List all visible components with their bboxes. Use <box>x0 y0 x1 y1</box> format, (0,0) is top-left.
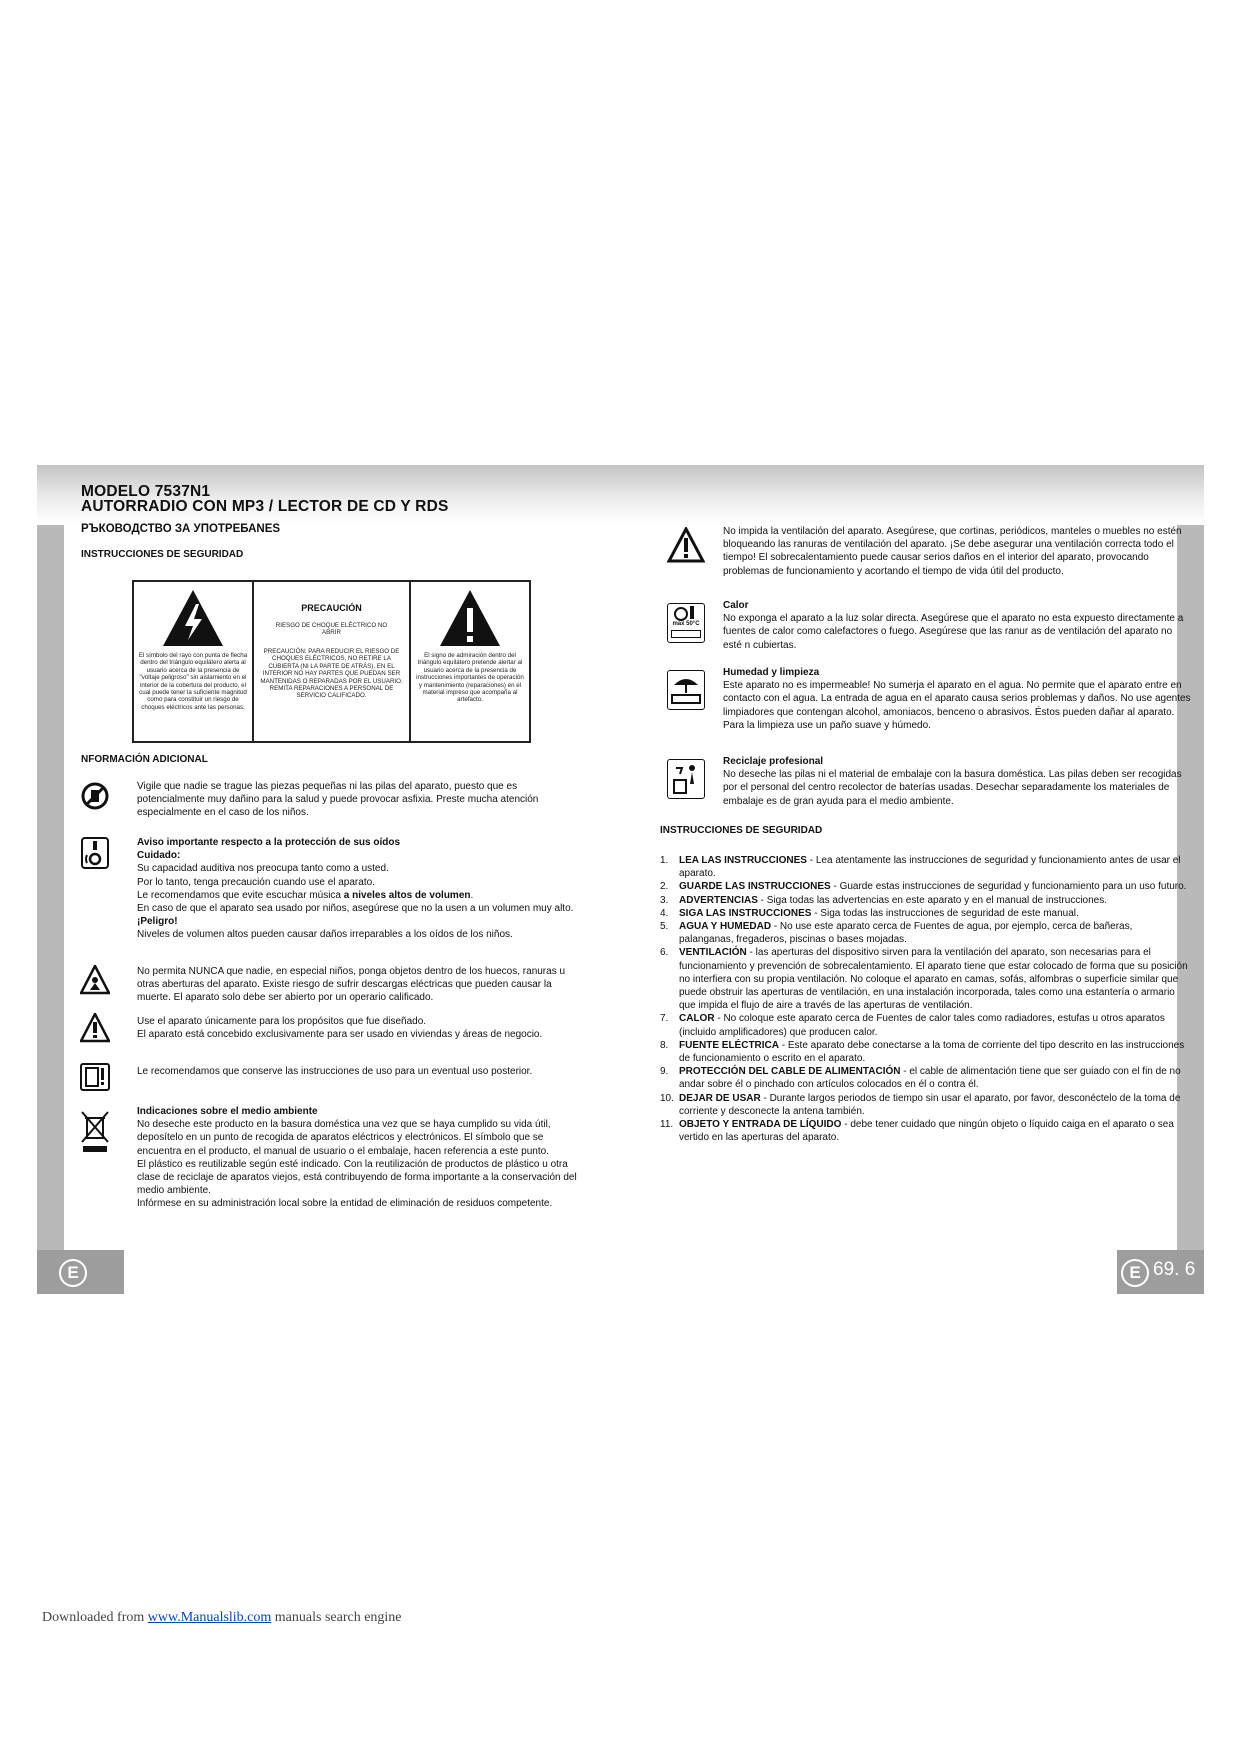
list-item-number: 3. <box>660 894 669 906</box>
page-number: 69. 6 <box>1153 1259 1196 1280</box>
list-item-number: 11. <box>660 1119 674 1131</box>
hearing-title: Aviso importante respecto a la protección de sus oídos <box>137 837 401 848</box>
list-item-text: - las aperturas del dispositivo sirven para la ventilación del aparato, son necesarias para el funcionamiento y prevención de sobrecalentamiento. El aparato tiene que estar colocado de forma que su posición no interfiera con su propia ventilación. No coloque el aparato en camas, sofás, alfombras o superficie similar que puede obstruir las aperturas de ventilación, en una instalación incorporada, tales como una estantería o armario que impida el flujo de aire a través de las aperturas de ventilación. <box>679 947 1188 1012</box>
hearing-line-3-bold: a niveles altos de volumen <box>343 889 471 901</box>
list-item-number: 4. <box>660 907 669 919</box>
list-item-title: VENTILACIÓN <box>679 947 747 959</box>
manual-spread <box>37 465 1204 1294</box>
list-item-number: 6. <box>660 947 669 959</box>
list-item-number: 7. <box>660 1013 669 1025</box>
list-item-title: AGUA Y HUMEDAD <box>679 921 772 933</box>
hearing-line-3-end: . <box>470 889 474 901</box>
manual-book-icon <box>80 1063 110 1091</box>
product-title: AUTORRADIO CON MP3 / LECTOR DE CD Y RDS <box>81 498 449 515</box>
list-item-text: - debe tener cuidado que ningún objeto o líquido caiga en el aparato o sea vertido en las aperturas del aparato. <box>679 1119 1174 1144</box>
download-prefix: Downloaded from <box>42 1610 148 1625</box>
hearing-line-3-start: Le recomendamos que evite escuchar música <box>137 889 344 901</box>
caution-text: PRECAUCIÓN: PARA REDUCIR EL RIESGO DE CHOQUES ELÉCTRICOS, NO RETIRE LA CUBIERTA (NI LA PARTE DE ATRÁS). EN EL INTERIOR NO HAY PARTES QUE PUEDAN SER MANTENIDAS O REPARADAS POR EL USUARIO. REMITA REPARACIONES A PERSONAL DE SERVICIO CALIFICADO. <box>260 648 403 700</box>
intended-use-line-2: El aparato está concebido exclusivamente para ser usado en viviendas y áreas de negocio. <box>137 1029 543 1041</box>
list-item-title: GUARDE LAS INSTRUCCIONES <box>679 881 831 893</box>
warning-box-right <box>411 582 529 741</box>
list-item-title: SIGA LAS INSTRUCCIONES <box>679 907 812 919</box>
safety-list-item <box>660 946 1188 1012</box>
list-item-text: - Lea atentamente las instrucciones de seguridad y funcionamiento antes de usar el aparato. <box>679 855 1181 880</box>
environment-paragraph-1: No deseche este producto en la basura doméstica una vez que se haya cumplido su vida útil, deposítelo en un punto de recogida de aparatos eléctricos y electrónicos. El símbolo que se encuentra en el producto, el manual de usuario o el embalaje, hacen referencia a este punto. <box>137 1119 551 1157</box>
list-item-text: - Durante largos periodos de tiempo sin usar el aparato, por favor, desconéctelo de la toma de corriente y desconecte la antena también. <box>679 1092 1181 1117</box>
list-item-number: 10. <box>660 1092 674 1104</box>
safety-list-item <box>660 894 1188 907</box>
list-item-title: PROTECCIÓN DEL CABLE DE ALIMENTACIÓN <box>679 1066 901 1078</box>
recycling-icon <box>667 759 705 799</box>
additional-info-heading: NFORMACIÓN ADICIONAL <box>81 754 208 765</box>
heat-text: No exponga el aparato a la luz solar directa. Asegúrese que el aparato no esta expuesto directamente a fuentes de calor como calefactores o fuego. Asegúrese que las ranur as de ventilación del aparato no esté n cubiertas. <box>723 613 1184 651</box>
info-intended-use <box>137 1015 577 1041</box>
hearing-caution-label: Cuidado: <box>137 850 181 862</box>
environment-paragraph-2: El plástico es reutilizable según esté indicado. Con la reutilización de productos de plástico u otra clase de reciclaje de aparatos viejos, está contribuyendo de forma importante a la conservación del medio ambiente. <box>137 1158 577 1197</box>
footer-tab-left <box>37 1250 124 1294</box>
list-item-number: 5. <box>660 921 669 933</box>
download-footer <box>42 1610 402 1626</box>
safety-list-item <box>660 907 1188 920</box>
hearing-line-3 <box>137 889 582 902</box>
environment-title: Indicaciones sobre el medio ambiente <box>137 1106 318 1117</box>
info-keep-instructions: Le recomendamos que conserve las instrucciones de uso para un eventual uso posterior. <box>137 1066 533 1077</box>
list-item-text: - No coloque este aparato cerca de Fuentes de calor tales como radiadores, estufas u otros aparatos (incluido amplificadores) que producen calor. <box>679 1013 1165 1038</box>
list-item-text: - Guarde estas instrucciones de seguridad y funcionamiento para un uso futuro. <box>830 881 1187 893</box>
download-suffix: manuals search engine <box>271 1610 402 1625</box>
safety-list-item <box>660 920 1188 946</box>
warning-box <box>132 580 531 743</box>
safety-heading-right: INSTRUCCIONES DE SEGURIDAD <box>660 825 823 836</box>
language-badge-left: E <box>59 1259 87 1287</box>
environment-notice <box>137 1105 582 1211</box>
list-item-text: - Siga todas las instrucciones de seguridad de este manual. <box>811 907 1079 919</box>
warning-box-center <box>254 582 411 741</box>
list-item-text: - No use este aparato cerca de Fuentes de agua, por ejemplo, cerca de bañeras, palanganas, fregaderos, piscinas o bases mojadas. <box>679 921 1133 946</box>
lightning-triangle-icon <box>161 588 225 648</box>
list-item-title: CALOR <box>679 1013 715 1025</box>
list-item-text: - el cable de alimentación tiene que ser guiado con el fin de no andar sobre él o pinchado con artículos colocados en él o contra él. <box>679 1066 1181 1091</box>
hearing-line-2: Por lo tanto, tenga precaución cuando use el aparato. <box>137 876 375 888</box>
lightning-explanation: El símbolo del rayo con punta de flecha dentro del triángulo equilátero alerta al usuario acerca de la presencia de "voltaje peligroso" sin aislamiento en el interior de la cobertura del producto, el cual puede tener la suficiente magnitud como para constituir un riesgo de choques eléctricos ante las personas. <box>138 652 248 711</box>
list-item-text: - Este aparato debe conectarse a la toma de corriente del tipo descrito en las instrucciones de funcionamiento o escrito en el aparato. <box>679 1039 1185 1065</box>
recycling-title: Reciclaje profesional <box>723 756 824 767</box>
model-title: MODELO 7537N1 <box>81 483 211 500</box>
safety-list-item <box>660 1012 1188 1038</box>
hearing-line-4: En caso de que el aparato sea usado por niños, asegúrese que no la usen a un volumen muy alto. <box>137 903 574 915</box>
ventilation-warning-icon <box>667 527 705 563</box>
recycling-text: No deseche las pilas ni el material de embalaje con la basura doméstica. Las pilas deben ser recogidas por el personal del centro recolector de baterías usadas. Desechar separadamente los materiales de embalaje es de gran ayuda para el medio ambiente. <box>723 769 1182 807</box>
humidity-text: Este aparato no es impermeable! No sumerja el aparato en el agua. No permite que el aparato entre en contacto con el agua. La entrada de agua en el aparato causa serios problemas y daños. No use agentes limpiadores que contengan alcohol, amoniacos, benceno o abrasivos. Éstos pueden dañar al aparato. Para la limpieza use un paño suave y húmedo. <box>723 680 1191 731</box>
hearing-line-1: Su capacidad auditiva nos preocupa tanto como a usted. <box>137 863 389 875</box>
intended-use-line-1: Use el aparato únicamente para los propósitos que fue diseñado. <box>137 1016 427 1027</box>
list-item-number: 2. <box>660 881 669 893</box>
info-small-parts: Vigile que nadie se trague las piezas pequeñas ni las pilas del aparato, puesto que es potencialmente muy dañino para la salud y puede provocar asfixia. Preste mucha atención especialmente en el caso de los niños. <box>137 781 539 819</box>
list-item-title: ADVERTENCIAS <box>679 894 758 906</box>
recycling-section <box>723 755 1193 808</box>
list-item-number: 1. <box>660 855 669 866</box>
list-item-title: LEA LAS INSTRUCCIONES <box>679 855 807 866</box>
header-band <box>37 465 1204 525</box>
hearing-warning-icon <box>81 837 109 869</box>
safety-list-item <box>660 1092 1188 1118</box>
manualslib-link[interactable]: www.Manualslib.com <box>147 1610 272 1625</box>
warning-box-left <box>134 582 254 741</box>
language-badge-right: E <box>1121 1259 1149 1287</box>
hearing-danger-label: ¡Peligro! <box>137 916 178 928</box>
heat-title: Calor <box>723 600 749 611</box>
ventilation-text: No impida la ventilación del aparato. Asegúrese, que cortinas, periódicos, manteles o muebles no estén bloqueando las ranuras de ventilación del aparato. ¡Se debe asegurar una ventilación correcta todo el tiempo! El sobrecalentamiento puede causar serios daños en el interior del aparato, provocando problemas de funcionamiento y acortando el tiempo de vida útil del producto. <box>723 526 1182 577</box>
caution-title: PRECAUCIÓN <box>301 603 362 613</box>
hearing-notice <box>137 836 582 942</box>
exclamation-triangle-icon <box>438 588 502 648</box>
warning-triangle-icon <box>80 1013 110 1043</box>
shock-risk-label: RIESGO DE CHOQUE ELÉCTRICO NO ABRIR <box>275 622 388 637</box>
list-item-number: 8. <box>660 1039 669 1051</box>
info-openings: No permita NUNCA que nadie, en especial niños, ponga objetos dentro de los huecos, ranuras u otras aberturas del aparato. Existe riesgo de sufrir descargas eléctricas que pueden causar la muerte. El aparato solo debe ser abierto por un operario calificado. <box>137 966 566 1004</box>
left-margin-band <box>37 525 64 1250</box>
safety-list-item <box>660 1065 1188 1091</box>
safety-list-item <box>660 1118 1188 1144</box>
electric-shock-hazard-icon <box>80 965 110 995</box>
safety-list-item <box>660 1039 1188 1065</box>
exclamation-explanation: El signo de admiración dentro del triángulo equilátero pretende alertar al usuario acerca de la presencia de instrucciones importantes de operación y mantenimiento (reparaciones) en el material impreso que acompaña al artefacto. <box>416 652 524 704</box>
safety-heading-left: INSTRUCCIONES DE SEGURIDAD <box>81 549 244 560</box>
hearing-line-5: Niveles de volumen altos pueden causar daños irreparables a los oídos de los niños. <box>137 929 513 941</box>
heat-warning-icon <box>667 603 705 643</box>
humidity-section <box>723 666 1193 732</box>
heat-max-label: max 50°C <box>672 621 700 627</box>
weee-crossed-bin-icon <box>80 1110 110 1154</box>
safety-list-item <box>660 880 1188 893</box>
humidity-icon <box>667 670 705 710</box>
list-item-title: OBJETO Y ENTRADA DE LÍQUIDO <box>679 1119 842 1131</box>
environment-paragraph-3: Infórmese en su administración local sobre la entidad de eliminación de residuos competente. <box>137 1198 553 1210</box>
footer-tab-right <box>1117 1250 1204 1294</box>
safety-instructions-list <box>660 854 1188 1144</box>
humidity-title: Humedad y limpieza <box>723 667 820 678</box>
no-swallow-icon <box>81 782 109 810</box>
safety-list-item <box>660 854 1188 880</box>
heat-section <box>723 599 1193 652</box>
list-item-number: 9. <box>660 1066 669 1078</box>
manual-title: РЪКОВОДСТВО ЗА УПОТРЕБАNES <box>81 523 281 535</box>
list-item-title: FUENTE ELÉCTRICA <box>679 1039 779 1051</box>
list-item-text: - Siga todas las advertencias en este aparato y en el manual de instrucciones. <box>757 894 1107 906</box>
list-item-title: DEJAR DE USAR <box>679 1092 761 1104</box>
